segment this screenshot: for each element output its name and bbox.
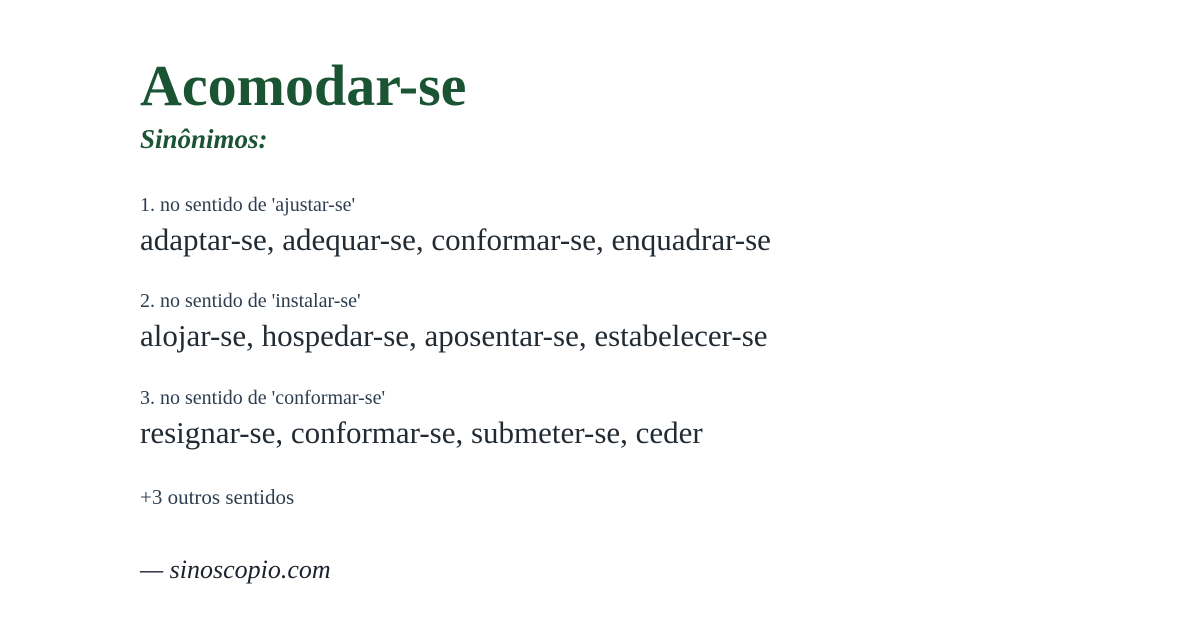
sense-label: 3. no sentido de 'conformar-se' <box>140 387 386 410</box>
synonym-card <box>140 53 1100 585</box>
sense-entry <box>140 386 1100 453</box>
sense-synonyms: alojar-se, hospedar-se, aposentar-se, estabelecer-se <box>140 318 768 354</box>
synonyms-heading: Sinônimos: <box>140 123 268 154</box>
sense-label: 1. no sentido de 'ajustar-se' <box>140 193 356 216</box>
sense-synonyms: adaptar-se, adequar-se, conformar-se, enquadrar-se <box>140 221 771 257</box>
sense-entry <box>140 289 1100 356</box>
sense-synonyms: resignar-se, conformar-se, submeter-se, ceder <box>140 415 703 451</box>
page-title: Acomodar-se <box>140 53 467 118</box>
sense-label: 2. no sentido de 'instalar-se' <box>140 290 361 313</box>
source-attribution: — sinoscopio.com <box>140 555 331 585</box>
sense-entry <box>140 193 1100 260</box>
more-senses-note: +3 outros sentidos <box>140 484 295 509</box>
